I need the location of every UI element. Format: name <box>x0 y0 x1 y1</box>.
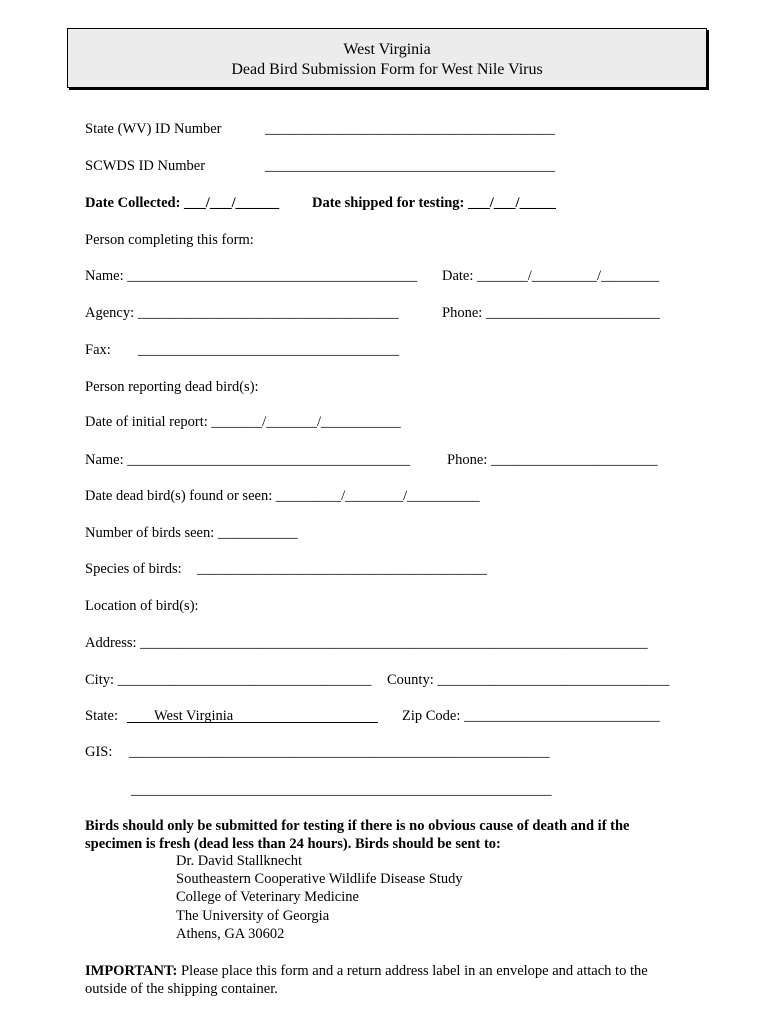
address-field[interactable]: Address: ______________________________________________________________________ <box>85 635 648 651</box>
completer-date-field[interactable]: Date: _______/_________/________ <box>442 268 660 284</box>
agency-field[interactable]: Agency: ____________________________________ <box>85 305 399 321</box>
important-text: Please place this form and a return address label in an envelope and attach to the outside of the shipping container. <box>85 963 648 997</box>
zip-code-field[interactable]: Zip Code: ___________________________ <box>402 708 660 724</box>
shipping-address <box>176 852 463 943</box>
address-line: The University of Georgia <box>176 907 330 924</box>
important-label: IMPORTANT: <box>85 963 178 979</box>
gis-field-line-1[interactable]: __________________________________________________________ <box>129 744 550 760</box>
number-birds-field[interactable]: Number of birds seen: ___________ <box>85 525 298 541</box>
person-completing-heading: Person completing this form: <box>85 232 254 248</box>
completer-phone-field[interactable]: Phone: ________________________ <box>442 305 660 321</box>
reporter-name-field[interactable]: Name: _______________________________________ <box>85 452 411 468</box>
header-state: West Virginia <box>343 41 431 58</box>
address-line: Southeastern Cooperative Wildlife Disease Study <box>176 871 463 888</box>
date-collected-field[interactable]: Date Collected: ___/___/______ <box>85 195 280 211</box>
state-label: State: <box>85 708 119 724</box>
gis-label: GIS: <box>85 744 113 760</box>
date-found-field[interactable]: Date dead bird(s) found or seen: _________/________/__________ <box>85 488 480 504</box>
fax-field[interactable]: ____________________________________ <box>138 342 399 358</box>
gis-field-line-2[interactable]: __________________________________________________________ <box>131 782 552 798</box>
address-line: Dr. David Stallknecht <box>176 853 303 869</box>
species-label: Species of birds: <box>85 561 182 577</box>
address-line: College of Veterinary Medicine <box>176 889 359 906</box>
fax-label: Fax: <box>85 342 111 358</box>
state-id-field[interactable]: ________________________________________ <box>265 121 555 137</box>
state-id-label: State (WV) ID Number <box>85 121 222 137</box>
important-note <box>85 962 685 998</box>
city-field[interactable]: City: ___________________________________ <box>85 672 372 688</box>
state-value: West Virginia <box>154 708 234 724</box>
completer-name-field[interactable]: Name: ________________________________________ <box>85 268 418 284</box>
person-reporting-heading: Person reporting dead bird(s): <box>85 379 259 395</box>
address-line: Athens, GA 30602 <box>176 925 285 942</box>
county-field[interactable]: County: ________________________________ <box>387 672 670 688</box>
header-form-title: Dead Bird Submission Form for West Nile Virus <box>231 61 543 78</box>
scwds-id-label: SCWDS ID Number <box>85 158 206 174</box>
scwds-id-field[interactable]: ________________________________________ <box>265 158 555 174</box>
initial-report-date-field[interactable]: Date of initial report: _______/_______/___________ <box>85 414 401 430</box>
species-field[interactable]: ________________________________________ <box>197 561 487 577</box>
location-heading: Location of bird(s): <box>85 598 199 614</box>
form-header <box>67 28 707 88</box>
state-field[interactable] <box>127 707 378 723</box>
reporter-phone-field[interactable]: Phone: _______________________ <box>447 452 658 468</box>
submission-instructions: Birds should only be submitted for testing if there is no obvious cause of death and if the specimen is fresh (dead less than 24 hours). Birds should be sent to: <box>85 818 630 852</box>
date-shipped-field[interactable]: Date shipped for testing: ___/___/_____ <box>312 195 556 211</box>
